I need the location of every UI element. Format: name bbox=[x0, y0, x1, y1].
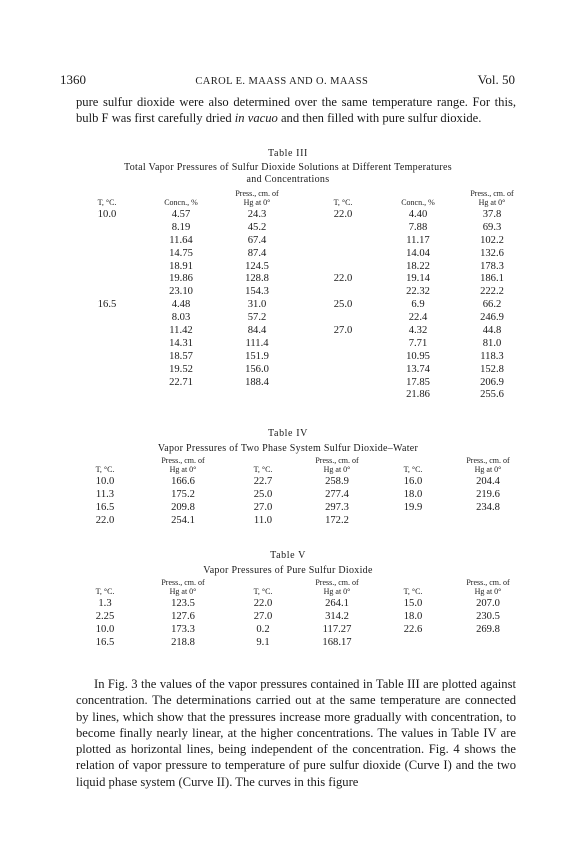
table-cell: 57.2 bbox=[247, 312, 267, 324]
table3-title-line2: and Concentrations bbox=[246, 174, 330, 185]
table-cell: 314.2 bbox=[325, 610, 349, 622]
table-row bbox=[60, 364, 516, 377]
table-row bbox=[60, 502, 516, 515]
table-cell: 14.31 bbox=[169, 337, 193, 349]
table-cell: 255.6 bbox=[480, 389, 504, 401]
table-cell: 45.2 bbox=[247, 221, 267, 233]
table-cell: 27.0 bbox=[253, 501, 273, 513]
table-cell: 8.19 bbox=[171, 221, 191, 233]
table-cell: 4.32 bbox=[408, 325, 428, 337]
table3 bbox=[60, 190, 516, 402]
table-cell: 22.71 bbox=[169, 376, 193, 388]
table-row bbox=[60, 389, 516, 402]
table-cell: 87.4 bbox=[247, 247, 267, 259]
table-cell: 128.8 bbox=[245, 273, 269, 285]
table-cell: 4.57 bbox=[171, 209, 191, 220]
table-cell: 19.14 bbox=[406, 273, 430, 285]
table-cell: 11.0 bbox=[253, 514, 273, 526]
table-cell: 22.6 bbox=[403, 623, 423, 635]
table-row bbox=[60, 489, 516, 502]
table4 bbox=[60, 457, 516, 528]
table-cell: 4.40 bbox=[408, 209, 428, 220]
table-row bbox=[60, 222, 516, 235]
table-cell: 154.3 bbox=[245, 286, 269, 298]
table4-column-header: Press., cm. of Hg at 0° bbox=[315, 456, 359, 474]
table-row bbox=[60, 611, 516, 624]
table-cell: 19.9 bbox=[403, 501, 423, 513]
table-cell: 22.7 bbox=[253, 476, 273, 487]
table-cell: 117.27 bbox=[322, 623, 352, 635]
table-cell: 269.8 bbox=[476, 623, 500, 635]
intro-italic-text: in vacuo bbox=[234, 111, 278, 126]
table-cell: 22.4 bbox=[408, 312, 428, 324]
table-cell: 18.0 bbox=[403, 488, 423, 500]
table4-label: Table IV bbox=[268, 428, 308, 439]
table-row bbox=[60, 209, 516, 222]
table-cell: 152.8 bbox=[480, 363, 504, 375]
table3-column-header: T, °C. bbox=[97, 198, 117, 207]
table-row bbox=[60, 248, 516, 261]
table-cell: 27.0 bbox=[253, 610, 273, 622]
table5-column-header: Press., cm. of Hg at 0° bbox=[161, 578, 205, 596]
table-cell: 67.4 bbox=[247, 234, 267, 246]
table-row bbox=[60, 299, 516, 312]
closing-paragraph: In Fig. 3 the values of the vapor pressures contained in Table III are plotted against concentration. The determinations carried out at the same temperature are connected by lines, which show that the pressures increase more gradually with concentration, to become finally nearly linear, at the higher concentrations. The values in Table IV are plotted as horizontal lines, being independent of the concentration. Fig. 4 shows the relation of vapor pressure to temperature of pure sulfur dioxide (Curve I) and the two liquid phase system (Curve II). The curves in this figure bbox=[76, 677, 516, 789]
table4-column-header: T, °C. bbox=[95, 465, 115, 474]
table4-column-header: Press., cm. of Hg at 0° bbox=[466, 456, 510, 474]
table-cell: 188.4 bbox=[245, 376, 269, 388]
table-cell: 209.8 bbox=[171, 501, 195, 513]
table3-header-row bbox=[60, 190, 516, 209]
page-number: 1360 bbox=[60, 72, 86, 87]
table-cell: 168.17 bbox=[322, 636, 352, 648]
table-cell: 24.3 bbox=[247, 209, 267, 220]
table5 bbox=[60, 579, 516, 650]
table-cell: 19.52 bbox=[169, 363, 193, 375]
table5-column-header: T, °C. bbox=[403, 587, 423, 596]
table3-column-header: Press., cm. of Hg at 0° bbox=[235, 189, 279, 207]
table-cell: 254.1 bbox=[171, 514, 195, 526]
table-cell: 277.4 bbox=[325, 488, 349, 500]
table-cell: 81.0 bbox=[482, 337, 502, 349]
table-cell: 207.0 bbox=[476, 598, 500, 609]
table-cell: 258.9 bbox=[325, 476, 349, 487]
table-cell: 11.64 bbox=[169, 234, 193, 246]
table-row bbox=[60, 515, 516, 528]
table-row bbox=[60, 235, 516, 248]
table4-title: Vapor Pressures of Two Phase System Sulfur Dioxide–Water bbox=[157, 443, 419, 454]
table-cell: 11.17 bbox=[406, 234, 430, 246]
table4-column-header: Press., cm. of Hg at 0° bbox=[161, 456, 205, 474]
table-cell: 151.9 bbox=[245, 350, 269, 362]
table-cell: 19.86 bbox=[169, 273, 193, 285]
table5-column-header: T, °C. bbox=[253, 587, 273, 596]
table-cell: 31.0 bbox=[247, 299, 267, 311]
table4-column-header: T, °C. bbox=[253, 465, 273, 474]
table-cell: 0.2 bbox=[256, 623, 270, 635]
table4-header-row bbox=[60, 457, 516, 476]
table-cell: 25.0 bbox=[253, 488, 273, 500]
table-row bbox=[60, 338, 516, 351]
table-cell: 13.74 bbox=[406, 363, 430, 375]
table-cell: 206.9 bbox=[480, 376, 504, 388]
table-cell: 44.8 bbox=[482, 325, 502, 337]
table-cell: 21.86 bbox=[406, 389, 430, 401]
table-cell: 8.03 bbox=[171, 312, 191, 324]
table-cell: 230.5 bbox=[476, 610, 500, 622]
table-cell: 218.8 bbox=[171, 636, 195, 648]
table-cell: 166.6 bbox=[171, 476, 195, 487]
table-cell: 102.2 bbox=[480, 234, 504, 246]
table-cell: 264.1 bbox=[325, 598, 349, 609]
table5-column-header: Press., cm. of Hg at 0° bbox=[315, 578, 359, 596]
table3-title-line1: Total Vapor Pressures of Sulfur Dioxide Solutions at Different Temperatures bbox=[124, 162, 452, 173]
table-cell: 222.2 bbox=[480, 286, 504, 298]
table-cell: 16.5 bbox=[95, 636, 115, 648]
table3-column-header: Concn., % bbox=[401, 198, 435, 207]
table-row bbox=[60, 624, 516, 637]
table-row bbox=[60, 273, 516, 286]
table-cell: 10.0 bbox=[95, 476, 115, 487]
table-cell: 111.4 bbox=[245, 337, 269, 349]
table-row bbox=[60, 325, 516, 338]
table-cell: 11.3 bbox=[95, 488, 115, 500]
table-cell: 246.9 bbox=[480, 312, 504, 324]
table-cell: 7.88 bbox=[408, 221, 428, 233]
table3-column-header: Press., cm. of Hg at 0° bbox=[470, 189, 514, 207]
table-cell: 7.71 bbox=[408, 337, 428, 349]
table-cell: 219.6 bbox=[476, 488, 500, 500]
table-cell: 9.1 bbox=[256, 636, 270, 648]
table-cell: 16.0 bbox=[403, 476, 423, 487]
table-cell: 17.85 bbox=[406, 376, 430, 388]
table-cell: 10.95 bbox=[406, 350, 430, 362]
table-cell: 22.0 bbox=[333, 273, 353, 285]
table-row bbox=[60, 286, 516, 299]
table-cell: 127.6 bbox=[171, 610, 195, 622]
table-cell: 18.91 bbox=[169, 260, 193, 272]
table-cell: 22.0 bbox=[95, 514, 115, 526]
table-cell: 37.8 bbox=[482, 209, 502, 220]
table-cell: 25.0 bbox=[333, 299, 353, 311]
table-cell: 186.1 bbox=[480, 273, 504, 285]
table-row bbox=[60, 476, 516, 489]
table-cell: 123.5 bbox=[171, 598, 195, 609]
table-cell: 22.0 bbox=[253, 598, 273, 609]
table-cell: 4.48 bbox=[171, 299, 191, 311]
table-cell: 10.0 bbox=[97, 209, 117, 220]
table-cell: 175.2 bbox=[171, 488, 195, 500]
page-header bbox=[60, 72, 515, 88]
table5-title: Vapor Pressures of Pure Sulfur Dioxide bbox=[203, 565, 373, 576]
intro-text-end: and then filled with pure sulfur dioxide. bbox=[277, 111, 482, 126]
table-cell: 124.5 bbox=[245, 260, 269, 272]
table-row bbox=[60, 377, 516, 390]
table-cell: 156.0 bbox=[245, 363, 269, 375]
table5-header-row bbox=[60, 579, 516, 598]
table-cell: 22.0 bbox=[333, 209, 353, 220]
table5-column-header: Press., cm. of Hg at 0° bbox=[466, 578, 510, 596]
table3-column-header: T, °C. bbox=[333, 198, 353, 207]
table-row bbox=[60, 637, 516, 650]
table-cell: 15.0 bbox=[403, 598, 423, 609]
table-cell: 118.3 bbox=[480, 350, 504, 362]
table-cell: 132.6 bbox=[480, 247, 504, 259]
table4-column-header: T, °C. bbox=[403, 465, 423, 474]
table-cell: 14.75 bbox=[169, 247, 193, 259]
table-row bbox=[60, 312, 516, 325]
table-cell: 16.5 bbox=[97, 299, 117, 311]
table-cell: 27.0 bbox=[333, 325, 353, 337]
table3-column-header: Concn., % bbox=[164, 198, 198, 207]
intro-paragraph bbox=[76, 94, 516, 127]
table-cell: 2.25 bbox=[95, 610, 115, 622]
table-cell: 11.42 bbox=[169, 325, 193, 337]
table-cell: 6.9 bbox=[411, 299, 425, 311]
table-cell: 297.3 bbox=[325, 501, 349, 513]
table5-label: Table V bbox=[270, 550, 306, 561]
table-cell: 18.0 bbox=[403, 610, 423, 622]
table-cell: 18.22 bbox=[406, 260, 430, 272]
table-cell: 234.8 bbox=[476, 501, 500, 513]
table-row bbox=[60, 351, 516, 364]
table-cell: 16.5 bbox=[95, 501, 115, 513]
table-cell: 69.3 bbox=[482, 221, 502, 233]
table-cell: 22.32 bbox=[406, 286, 430, 298]
running-title: CAROL E. MAASS AND O. MAASS bbox=[195, 76, 369, 87]
table-cell: 18.57 bbox=[169, 350, 193, 362]
table-cell: 84.4 bbox=[247, 325, 267, 337]
table-row bbox=[60, 261, 516, 274]
intro-text-start: pure sulfur dioxide were also determined over the same temperature range. For this, bulb F was first carefully dried bbox=[76, 95, 516, 126]
table-cell: 178.3 bbox=[480, 260, 504, 272]
table-cell: 14.04 bbox=[406, 247, 430, 259]
table-cell: 172.2 bbox=[325, 514, 349, 526]
table-cell: 1.3 bbox=[98, 598, 112, 609]
table5-column-header: T, °C. bbox=[95, 587, 115, 596]
table-cell: 23.10 bbox=[169, 286, 193, 298]
volume-label: Vol. 50 bbox=[477, 72, 515, 87]
table-cell: 66.2 bbox=[482, 299, 502, 311]
table-cell: 204.4 bbox=[476, 476, 500, 487]
table-row bbox=[60, 598, 516, 611]
table3-label: Table III bbox=[268, 148, 308, 159]
table-cell: 10.0 bbox=[95, 623, 115, 635]
table-cell: 173.3 bbox=[171, 623, 195, 635]
